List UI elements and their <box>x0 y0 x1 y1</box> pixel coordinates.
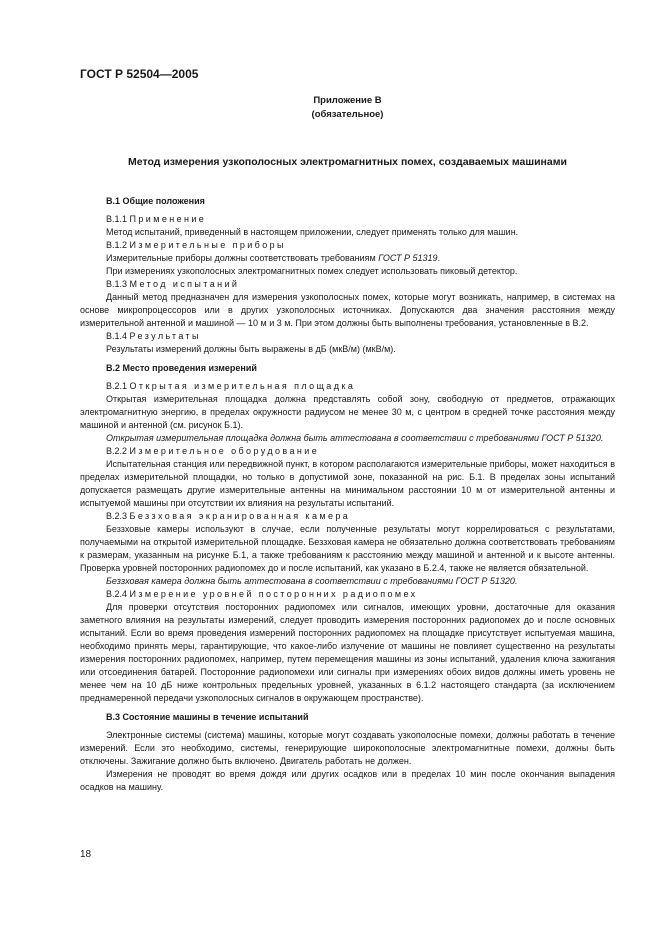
paragraph <box>80 252 615 265</box>
subsection-heading <box>80 380 615 393</box>
paragraph: При измерениях узкополосных электромагнитных помех следует использовать пиковый детектор. <box>106 266 518 276</box>
paragraph: Беззховые камеры используют в случае, если полученные результаты могут коррелироваться с результатами, получаемыми на открытой измерительной площадке. Беззховая камера не обязательно должна соответствовать требованиям к размерам, указанным на рисунке Б.1, а также требованиям к расстоянию между машиной и антенной и к высоте антенны. Проверка уровней посторонних радиопомех до и после испытаний, как указано в Б.2.4, также не является обязательной. <box>80 524 615 573</box>
subsection-heading <box>80 278 615 291</box>
paragraph: Измерения не проводят во время дождя или других осадков или в пределах 10 мин после окончания выпадения осадков на машину. <box>80 769 615 792</box>
section-heading: В.1 Общие положения <box>106 196 205 206</box>
paragraph: Испытательная станция или передвижной пункт, в котором располагаются измерительные приборы, может находиться в пределах измерительной площадки, но только в допустимой зоне, показанной на рис. Б.1. В пределах зоны испытаний допускается размещать другие измерительные антенны на минимальном расстоянии 10 м от измерительной антенны и испытуемой машины при отсутствии их влияния на результаты испытаний. <box>80 459 615 508</box>
subsection-heading <box>80 239 615 252</box>
section-heading: В.3 Состояние машины в течение испытаний <box>106 712 309 722</box>
subsection-title: Измерение уровней посторонних радиопомех <box>129 589 418 599</box>
subsection-number: В.2.2 <box>106 446 128 456</box>
section-heading: В.2 Место проведения измерений <box>106 363 257 373</box>
subsection-title: Результаты <box>129 331 201 341</box>
paragraph: Открытая измерительная площадка должна представлять собой зону, свободную от предметов, отражающих электромагнитную энергию, в пределах окружности радиусом не менее 30 м, с центром в средней точке расстояния между машиной и антенной (см. рисунок Б.1). <box>80 394 615 430</box>
subsection-number: В.1.2 <box>106 240 128 250</box>
subsection-title: Применение <box>129 214 207 224</box>
subsection-number: В.1.4 <box>106 331 128 341</box>
subsection-number: В.2.4 <box>106 589 128 599</box>
subsection-title: Метод испытаний <box>129 279 240 289</box>
subsection-title: Измерительное оборудование <box>129 446 320 456</box>
subsection-title: Измерительные приборы <box>129 240 286 250</box>
standard-reference: ГОСТ Р 51319 <box>378 253 438 263</box>
annex-status: (обязательное) <box>311 109 384 120</box>
subsection-title: Беззховая экранированная камера <box>129 511 351 521</box>
subsection-heading <box>80 510 615 523</box>
subsection-heading <box>80 445 615 458</box>
subsection-heading <box>80 213 615 226</box>
paragraph: Электронные системы (система) машины, которые могут создавать узкополосные помехи, должны работать в течение измерений. Если это необходимо, системы, генерирующие широкополосные электромагнитные помехи, должны быть отключены. Зажигание должно быть включено. Двигатель работать не должен. <box>80 730 615 766</box>
document-body <box>80 192 615 794</box>
paragraph: Данный метод предназначен для измерения узкополосных помех, которые могут возникать, например, в системах на основе микропроцессоров или в других узкополосных источниках. Допускаются два значения расстояния между измерительной антенной и машиной — 10 м и 3 м. При этом должны быть выполнены требования, установленные в В.2. <box>80 292 615 328</box>
subsection-number: В.2.1 <box>106 381 128 391</box>
subsection-heading <box>80 330 615 343</box>
paragraph: Результаты измерений должны быть выражены в дБ (мкВ/м) (мкВ/м). <box>106 344 396 354</box>
paragraph-text: Измерительные приборы должны соответствовать требованиям <box>106 253 379 263</box>
paragraph: Для проверки отсутствия посторонних радиопомех или сигналов, имеющих уровни, достаточные для оказания заметного влияния на результаты измерений, следует проводить измерения посторонних радиопомех до и после основных испытаний. Если во время проведения измерений посторонних радиопомех на площадке присутствует испытуемая машина, необходимо принять меры, гарантирующие, что какое-либо излучение от машины не повлияет существенно на результаты измерения посторонних радиопомех, например, путем перемещения машины из зоны испытаний, удаления ключа зажигания или отсоединения батарей. Посторонние радиопомехи или сигналы при измерениях обоих видов должны иметь уровень не менее чем на 10 дБ ниже контрольных предельных уровней, указанных в 6.1.2 настоящего стандарта (за исключением преднамеренной передачи узкополосных сигналов в окружающем пространстве). <box>80 602 615 703</box>
subsection-heading <box>80 588 615 601</box>
paragraph-italic: Беззховая камера должна быть аттестована в соответствии с требованиями ГОСТ Р 51320. <box>106 576 518 586</box>
annex-title: Приложение В <box>313 95 382 106</box>
standard-header: ГОСТ Р 52504—2005 <box>80 67 199 81</box>
subsection-title: Открытая измерительная площадка <box>129 381 356 391</box>
paragraph-italic: Открытая измерительная площадка должна быть аттестована в соответствии с требованиями ГОСТ Р 51320. <box>106 433 604 443</box>
paragraph: Метод испытаний, приведенный в настоящем приложении, следует применять только для машин. <box>106 227 519 237</box>
page-number: 18 <box>80 849 92 860</box>
subsection-number: В.2.3 <box>106 511 128 521</box>
paragraph-text: . <box>437 253 441 263</box>
subsection-number: В.1.3 <box>106 279 128 289</box>
subsection-number: В.1.1 <box>106 214 128 224</box>
document-title: Метод измерения узкополосных электромагнитных помех, создаваемых машинами <box>128 156 567 168</box>
annex-heading <box>80 94 615 122</box>
